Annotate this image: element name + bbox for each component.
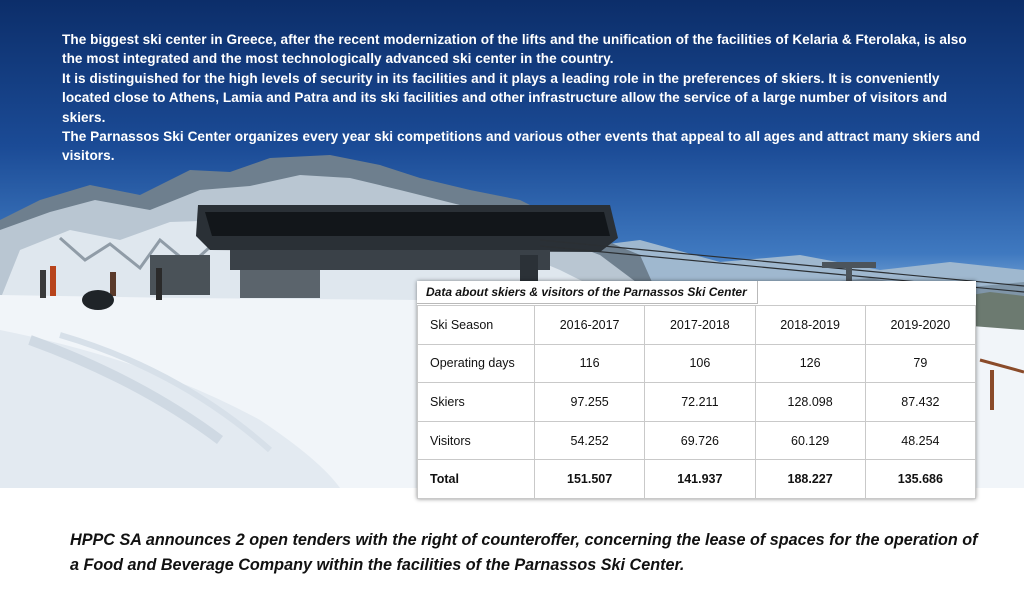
table-cell: 126 — [755, 344, 865, 383]
table-cell: 106 — [645, 344, 755, 383]
table-row-label: Total — [418, 460, 535, 499]
table-row-label: Skiers — [418, 383, 535, 422]
table-cell: 54.252 — [535, 421, 645, 460]
intro-paragraph-3: The Parnassos Ski Center organizes every year ski competitions and various other events that appeal to all ages and attract many skiers and visitors. — [62, 129, 981, 164]
table-cell: 87.432 — [865, 383, 975, 422]
table-cell: 79 — [865, 344, 975, 383]
table-total-row — [418, 460, 976, 499]
table-cell: 60.129 — [755, 421, 865, 460]
table-row — [418, 421, 976, 460]
table-row — [418, 344, 976, 383]
table-row-label: Operating days — [418, 344, 535, 383]
table-title: Data about skiers & visitors of the Parnassos Ski Center — [417, 281, 758, 304]
tender-announcement: HPPC SA announces 2 open tenders with the right of counteroffer, concerning the lease of spaces for the operation of a Food and Beverage Company within the facilities of the Parnassos Ski Center. — [70, 531, 978, 574]
intro-paragraph-2: It is distinguished for the high levels of security in its facilities and it plays a leading role in the preferences of skiers. It is conveniently located close to Athens, Lamia and Patra and its ski facilities and other infrastructure allow the service of a large number of visitors and skiers. — [62, 70, 948, 125]
table-cell: 188.227 — [755, 460, 865, 499]
intro-text — [62, 30, 982, 166]
table-cell: 48.254 — [865, 421, 975, 460]
table-row-label: Visitors — [418, 421, 535, 460]
table-row — [418, 383, 976, 422]
table-header-cell: Ski Season — [418, 306, 535, 345]
skiers-visitors-table — [417, 305, 976, 499]
intro-paragraph-1: The biggest ski center in Greece, after the recent modernization of the lifts and the unification of the facilities of Kelaria & Fterolaka, is also the most integrated and the most technologically advanced ski center in the country. — [62, 32, 967, 67]
table-header-cell: 2016-2017 — [535, 306, 645, 345]
table-header-row — [418, 306, 976, 345]
table-header-cell: 2018-2019 — [755, 306, 865, 345]
table-cell: 141.937 — [645, 460, 755, 499]
table-header-cell: 2017-2018 — [645, 306, 755, 345]
skiers-visitors-table-card — [417, 281, 976, 499]
table-header-cell: 2019-2020 — [865, 306, 975, 345]
table-cell: 135.686 — [865, 460, 975, 499]
table-cell: 69.726 — [645, 421, 755, 460]
table-cell: 151.507 — [535, 460, 645, 499]
table-cell: 72.211 — [645, 383, 755, 422]
table-cell: 97.255 — [535, 383, 645, 422]
table-cell: 116 — [535, 344, 645, 383]
table-cell: 128.098 — [755, 383, 865, 422]
